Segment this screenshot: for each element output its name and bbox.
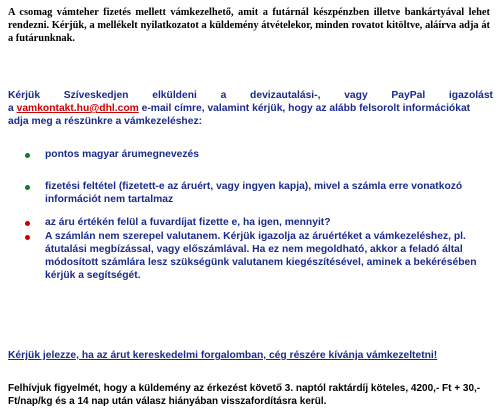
- fee-note: Felhívjuk figyelmét, hogy a küldemény az érkezést követő 3. naptól raktárdíj köteles, 4200,- Ft + 30,- Ft/nap/kg és a 14 nap után válasz hiányában visszafordításra kerül.: [8, 383, 481, 407]
- commercial-note: Kérjük jelezze, ha az árut kereskedelmi forgalomban, cég részére kívánja vámkezeltetni!: [8, 350, 438, 361]
- email-link[interactable]: vamkontakt.hu@dhl.com: [16, 103, 139, 114]
- intro-paragraph: A csomag vámteher fizetés mellett vámkezelhető, amit a futárnál készpénzben illetve bankártyával lehet rendezni. Kérjük, a mellékelt nyilatkozatot a küldemény átvételekor, minden rovatot kitöltve, aláírva adja át a futárunknak.: [8, 7, 490, 44]
- request-a-prefix: a: [8, 103, 17, 114]
- list-item: az áru értékén felül a fuvardíjat fizette e, ha igen, mennyit?: [45, 217, 331, 228]
- request-line-2: e-mail címre, valamint kérjük, hogy az alább felsorolt információkat: [138, 103, 471, 114]
- bullet-icon: [25, 185, 30, 190]
- request-paragraph: [8, 89, 493, 128]
- bullet-icon: [25, 153, 30, 158]
- request-line-3: adja meg a részünkre a vámkezeléshez:: [8, 116, 203, 127]
- bullet-icon: [25, 221, 30, 226]
- list-item: pontos magyar árumegnevezés: [45, 149, 199, 160]
- request-line-1: Kérjük Szíveskedjen elküldeni a devizautalási-, vagy PayPal igazolást: [8, 90, 493, 101]
- list-item: A számlán nem szerepel valutanem. Kérjük igazolja az áruértéket a vámkezeléshez, pl. átutalási megbízással, vagy előszámlával. Ha ez nem megoldható, akkor a feladó által módosított számlára lesz szükségünk valutanem kiegészítésével, aminek a bekérésében kérjük a segítségét.: [45, 231, 477, 281]
- list-item: fizetési feltétel (fizetett-e az áruért, vagy ingyen kapja), mivel a számla erre vonatkozó információt nem tartalmaz: [45, 181, 463, 205]
- bullet-icon: [25, 235, 30, 240]
